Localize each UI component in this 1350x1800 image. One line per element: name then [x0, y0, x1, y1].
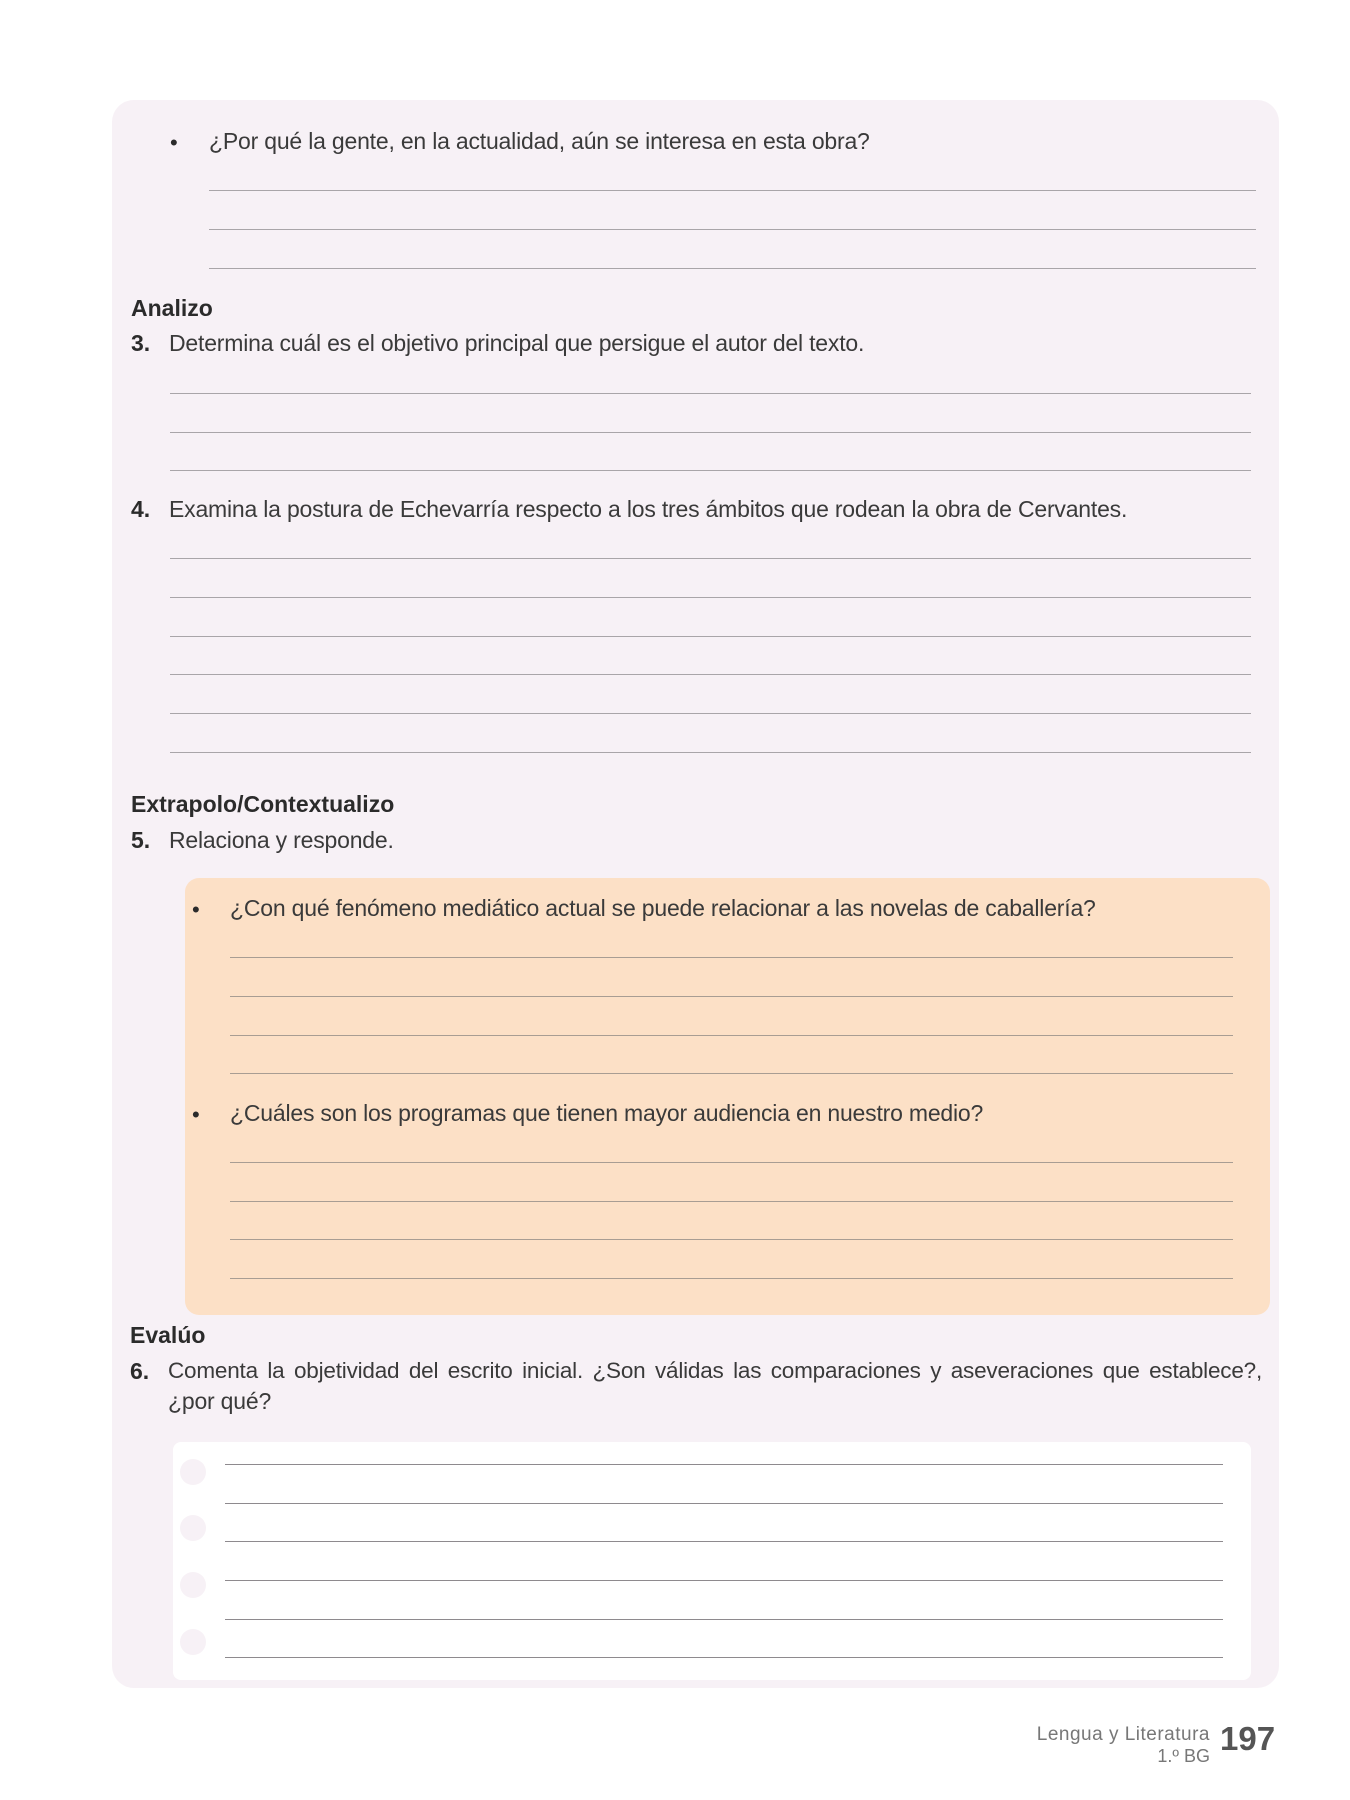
question-3-text: Determina cuál es el objetivo principal que persigue el autor del texto.: [169, 330, 865, 356]
question-6-text: Comenta la objetividad del escrito inicial. ¿Son válidas las comparaciones y aseveraciones que establece?,: [168, 1358, 1262, 1383]
question-number-4: 4.: [131, 496, 151, 522]
answer-line[interactable]: [225, 1503, 1223, 1504]
answer-line[interactable]: [209, 190, 1256, 191]
answer-line[interactable]: [170, 432, 1251, 433]
page-number: 197: [1220, 1720, 1276, 1757]
notebook-answer-area: [173, 1442, 1251, 1680]
answer-line[interactable]: [170, 597, 1251, 598]
footer-grade: 1.º BG: [1157, 1746, 1210, 1766]
answer-line[interactable]: [225, 1464, 1223, 1465]
answer-line[interactable]: [209, 229, 1256, 230]
answer-line[interactable]: [170, 558, 1251, 559]
answer-line[interactable]: [170, 393, 1251, 394]
notebook-ring: [180, 1629, 206, 1655]
answer-line[interactable]: [230, 1278, 1233, 1279]
answer-line[interactable]: [230, 1201, 1233, 1202]
notebook-ring: [180, 1572, 206, 1598]
answer-line[interactable]: [230, 1162, 1233, 1163]
question-6-text-continued: ¿por qué?: [168, 1388, 272, 1414]
bullet-marker: •: [192, 897, 200, 922]
notebook-ring: [180, 1459, 206, 1485]
answer-line[interactable]: [170, 636, 1251, 637]
question-4-text: Examina la postura de Echevarría respecto a los tres ámbitos que rodean la obra de Cervantes.: [169, 496, 1128, 522]
answer-line[interactable]: [225, 1580, 1223, 1581]
section-heading-extrapolo: Extrapolo/Contextualizo: [131, 791, 395, 817]
answer-line[interactable]: [230, 1035, 1233, 1036]
answer-line[interactable]: [170, 713, 1251, 714]
question-number-5: 5.: [131, 827, 151, 853]
notebook-ring: [180, 1515, 206, 1541]
answer-line[interactable]: [209, 268, 1256, 269]
answer-line[interactable]: [170, 752, 1251, 753]
answer-line[interactable]: [230, 996, 1233, 997]
q5-bullet-2: ¿Cuáles son los programas que tienen mayor audiencia en nuestro medio?: [230, 1100, 984, 1126]
answer-line[interactable]: [230, 1073, 1233, 1074]
q5-response-box: [185, 878, 1270, 1315]
answer-line[interactable]: [225, 1541, 1223, 1542]
answer-line[interactable]: [230, 957, 1233, 958]
answer-line[interactable]: [225, 1619, 1223, 1620]
footer-subject: Lengua y Literatura: [1036, 1724, 1210, 1745]
question-number-3: 3.: [131, 330, 151, 356]
answer-line[interactable]: [225, 1657, 1223, 1658]
answer-line[interactable]: [230, 1239, 1233, 1240]
bullet-marker: •: [170, 130, 178, 155]
q5-bullet-1: ¿Con qué fenómeno mediático actual se puede relacionar a las novelas de caballería?: [230, 895, 1096, 921]
section-heading-analizo: Analizo: [131, 295, 213, 321]
answer-line[interactable]: [170, 470, 1251, 471]
section-heading-evaluo: Evalúo: [130, 1322, 206, 1348]
question-5-text: Relaciona y responde.: [169, 827, 394, 853]
bullet-question-interest: ¿Por qué la gente, en la actualidad, aún se interesa en esta obra?: [209, 128, 870, 154]
answer-line[interactable]: [170, 674, 1251, 675]
question-number-6: 6.: [130, 1358, 150, 1384]
bullet-marker: •: [192, 1102, 200, 1127]
